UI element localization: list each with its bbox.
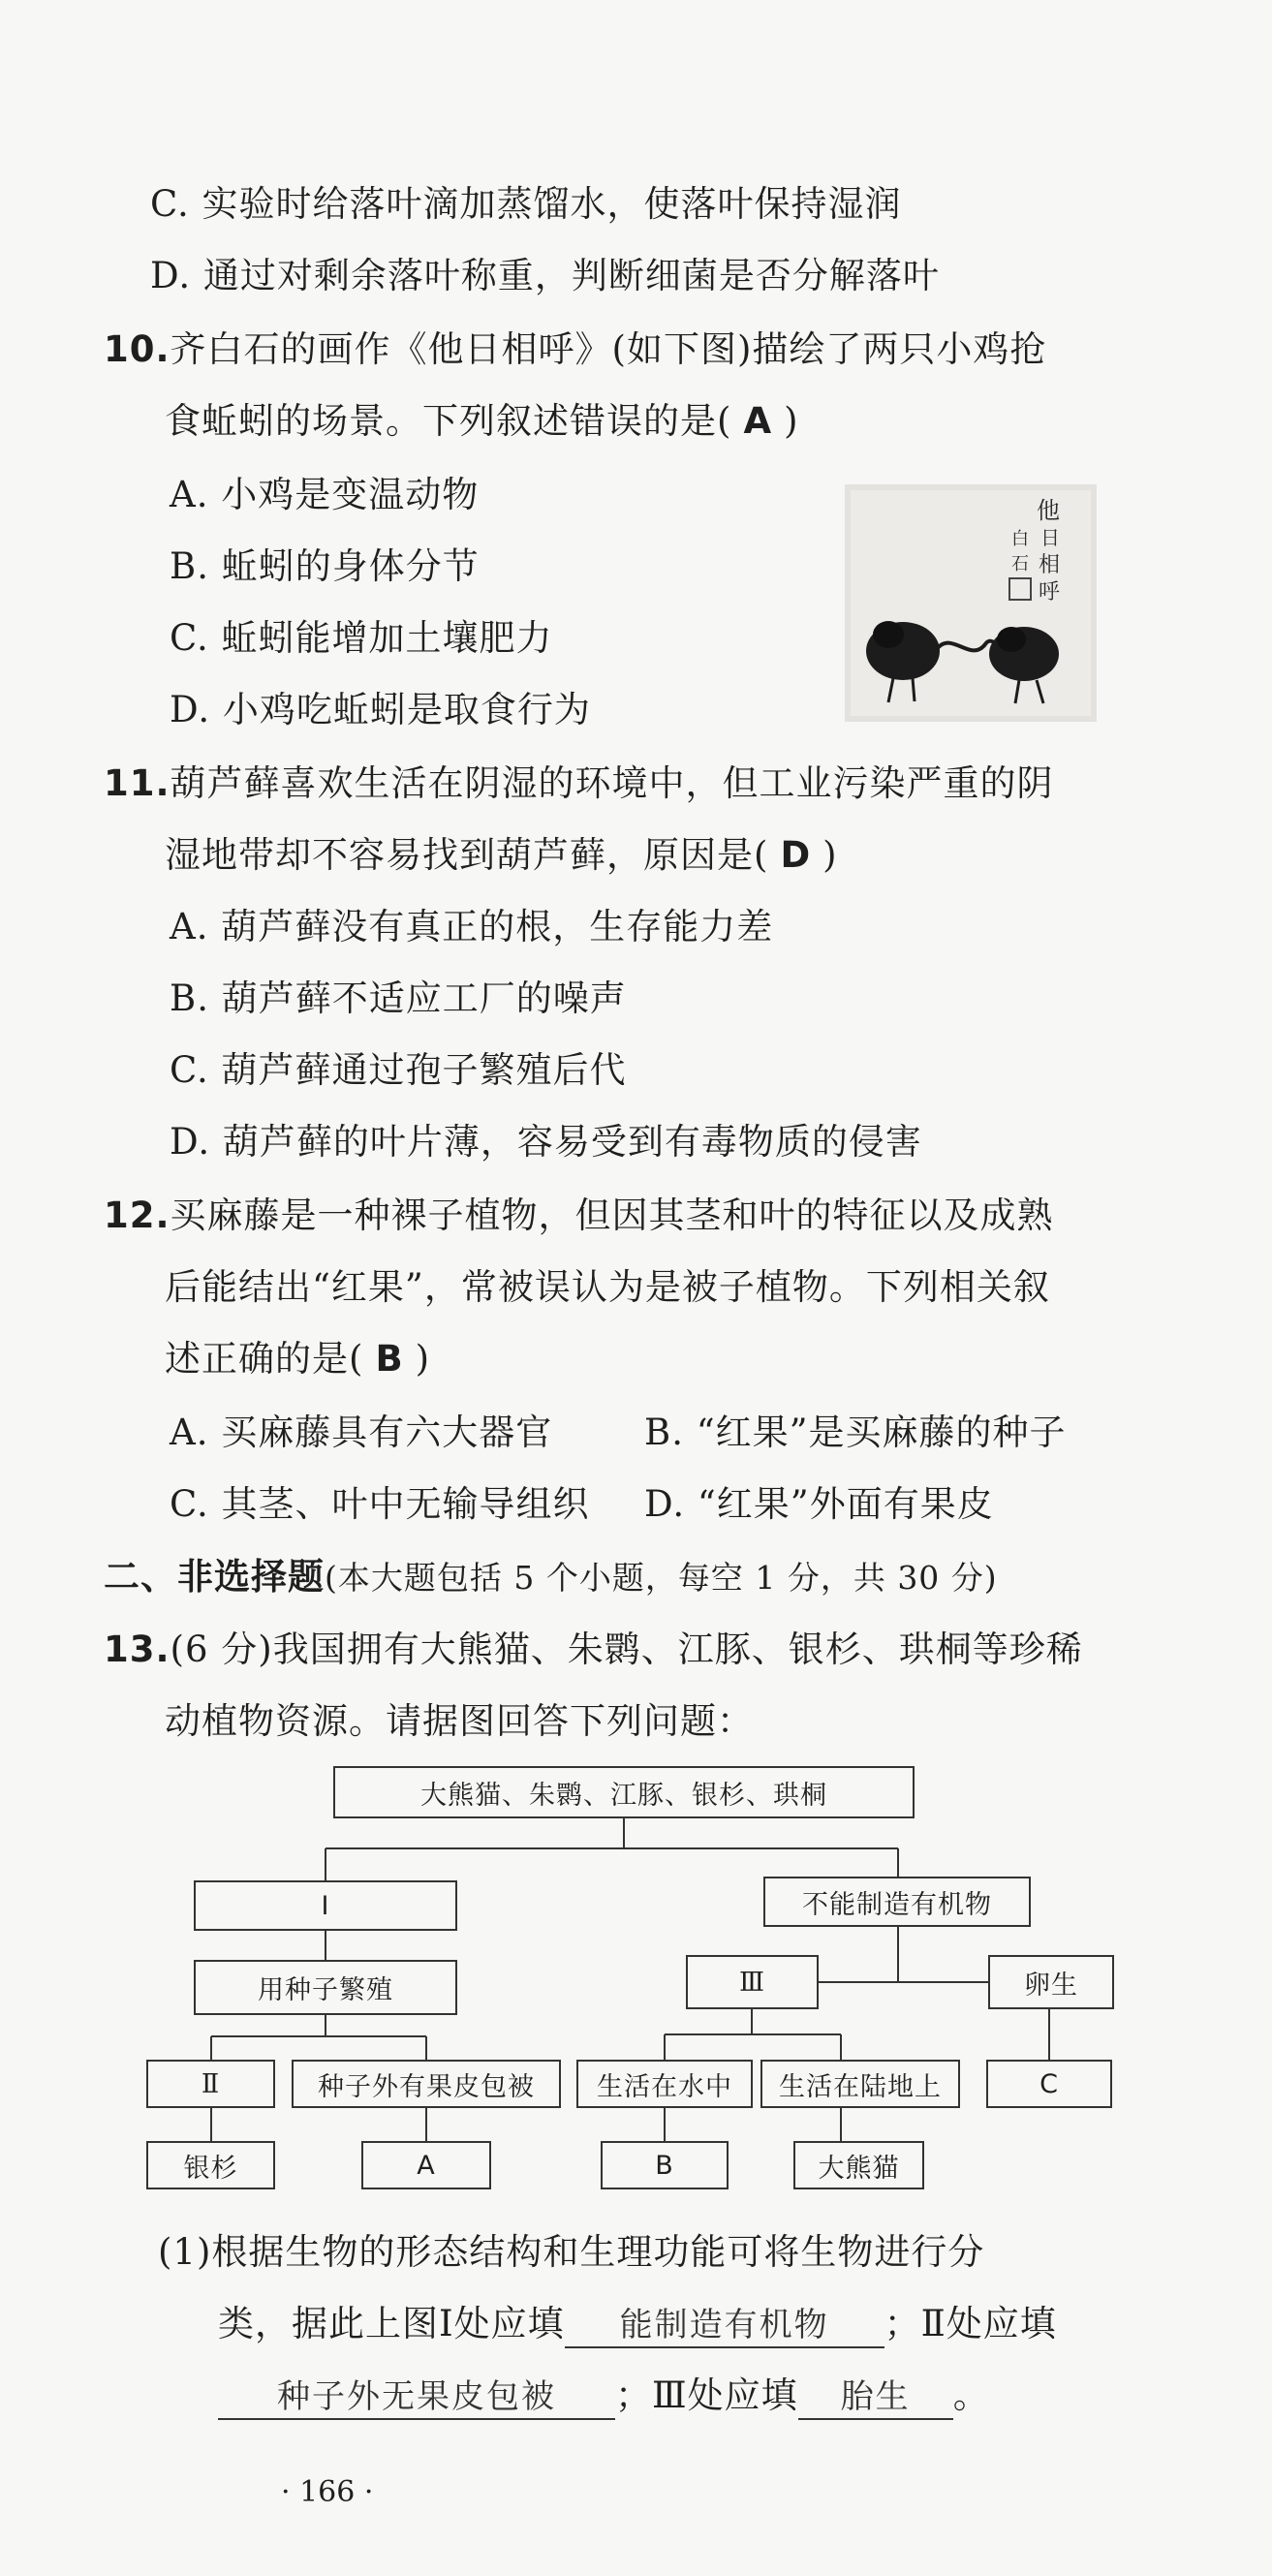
q10-option-c: C. 蚯蚓能增加土壤肥力	[170, 617, 553, 659]
tree-leaf-panda: 大熊猫	[793, 2141, 924, 2189]
section-title: 二、非选择题	[104, 1555, 325, 1598]
q11-option-b: B. 葫芦藓不适应工厂的噪声	[170, 978, 627, 1019]
q12-stem-line2: 后能结出“红果”，常被误认为是被子植物。下列相关叙	[165, 1266, 1050, 1308]
tree-node-seed-covered: 种子外有果皮包被	[292, 2060, 561, 2108]
svg-text:日: 日	[1040, 526, 1060, 549]
answer-blank-ii: 种子外无果皮包被	[218, 2376, 615, 2420]
tree-node-live-in-water: 生活在水中	[576, 2060, 753, 2108]
section-note: (本大题包括 5 个小题，每空 1 分，共 30 分)	[325, 1559, 998, 1597]
q13-sub1-line2: 类，据此上图Ⅰ处应填 能制造有机物 ；Ⅱ处应填	[218, 2302, 1057, 2348]
q13-stem-line1: 13.(6 分)我国拥有大熊猫、朱鹮、江豚、银杉、珙桐等珍稀	[104, 1629, 1083, 1670]
q11-stem-line2: 湿地带却不容易找到葫芦藓，原因是( D )	[165, 833, 838, 878]
q12-number: 12.	[104, 1195, 171, 1236]
q11-option-d: D. 葫芦藓的叶片薄，容易受到有毒物质的侵害	[170, 1121, 922, 1163]
tree-node-cannot-make-organic: 不能制造有机物	[763, 1877, 1031, 1927]
q10-stem-line1: 10.齐白石的画作《他日相呼》(如下图)描绘了两只小鸡抢	[104, 328, 1047, 370]
answer-blank-i: 能制造有机物	[565, 2305, 884, 2348]
q10-answer: A	[743, 400, 773, 442]
tree-node-ii: Ⅱ	[146, 2060, 275, 2108]
q12-option-a: A. 买麻藤具有六大器官	[170, 1412, 553, 1453]
q12-answer: B	[375, 1338, 404, 1380]
tree-node-iii: Ⅲ	[686, 1955, 819, 2009]
svg-text:他: 他	[1037, 497, 1060, 524]
q13-number: 13.	[104, 1629, 171, 1670]
tree-leaf-b: B	[601, 2141, 729, 2189]
tree-leaf-yinshan: 银杉	[146, 2141, 275, 2189]
q10-stem-line2: 食蚯蚓的场景。下列叙述错误的是( A )	[165, 399, 799, 444]
q13-stem-line2: 动植物资源。请据图回答下列问题：	[165, 1700, 754, 1742]
q12-stem-line1: 12.买麻藤是一种裸子植物，但因其茎和叶的特征以及成熟	[104, 1195, 1054, 1236]
q12-option-b: B. “红果”是买麻藤的种子	[644, 1412, 1067, 1453]
q9-option-d: D. 通过对剩余落叶称重，判断细菌是否分解落叶	[150, 255, 940, 296]
q13-sub1-line1: (1)根据生物的形态结构和生理功能可将生物进行分	[158, 2231, 985, 2273]
q13-sub1-line3: 种子外无果皮包被 ；Ⅲ处应填 胎生 。	[218, 2374, 990, 2420]
svg-text:相: 相	[1039, 553, 1061, 577]
tree-node-c: C	[986, 2060, 1112, 2108]
q10-option-d: D. 小鸡吃蚯蚓是取食行为	[170, 689, 591, 730]
tree-root-node: 大熊猫、朱鹮、江豚、银杉、珙桐	[333, 1766, 915, 1818]
page-number: · 166 ·	[281, 2475, 374, 2509]
q12-option-c: C. 其茎、叶中无输导组织	[170, 1483, 590, 1525]
tree-node-live-on-land: 生活在陆地上	[760, 2060, 960, 2108]
q10-option-a: A. 小鸡是变温动物	[170, 474, 480, 515]
q11-number: 11.	[104, 762, 171, 804]
tree-node-oviparous: 卵生	[988, 1955, 1114, 2009]
q11-stem-line1: 11.葫芦藓喜欢生活在阴湿的环境中，但工业污染严重的阴	[104, 762, 1054, 804]
svg-text:呼: 呼	[1039, 580, 1061, 605]
q11-option-c: C. 葫芦藓通过孢子繁殖后代	[170, 1049, 627, 1091]
q11-option-a: A. 葫芦藓没有真正的根，生存能力差	[170, 906, 774, 947]
q10-number: 10.	[104, 328, 171, 370]
q12-option-d: D. “红果”外面有果皮	[644, 1483, 994, 1525]
tree-leaf-a: A	[361, 2141, 491, 2189]
tree-node-seed-reproduction: 用种子繁殖	[194, 1960, 457, 2015]
q9-option-c: C. 实验时给落叶滴加蒸馏水，使落叶保持湿润	[150, 183, 902, 225]
q11-answer: D	[780, 834, 812, 876]
svg-text:石: 石	[1011, 554, 1029, 574]
tree-node-i: I	[194, 1880, 457, 1931]
q12-stem-line3: 述正确的是( B )	[165, 1337, 430, 1381]
answer-blank-iii: 胎生	[798, 2376, 953, 2420]
q10-option-b: B. 蚯蚓的身体分节	[170, 545, 480, 587]
svg-text:白: 白	[1011, 529, 1029, 549]
